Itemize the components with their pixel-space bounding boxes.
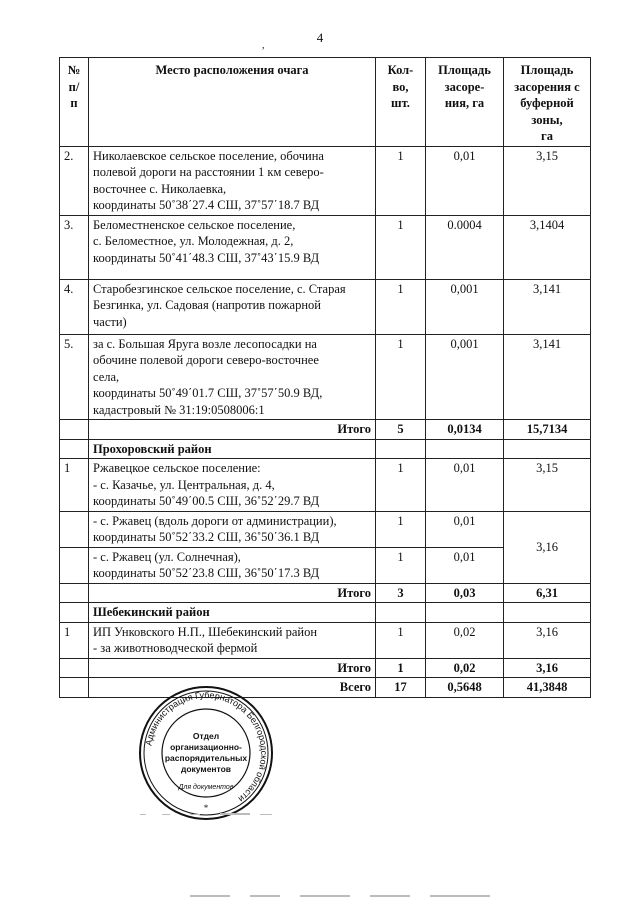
stray-mark: ,	[262, 40, 265, 51]
total-count: 5	[376, 420, 426, 440]
table-row	[60, 459, 591, 512]
grand-total-area: 0,5648	[426, 678, 504, 698]
row-area: 0,001	[426, 334, 504, 420]
row-buffer: 3,141	[504, 334, 591, 420]
row-count: 1	[376, 622, 426, 658]
table-row	[60, 511, 591, 547]
district-row	[60, 439, 591, 459]
row-place: Беломестненское сельское поселение, с. Беломестное, ул. Молодежная, д. 2, координаты 50˚41΄48.3 СШ, 37˚43΄15.9 ВД	[89, 215, 376, 279]
scan-marks	[140, 812, 300, 818]
row-place: - с. Ржавец (ул. Солнечная), координаты 50˚52΄23.8 СШ, 36˚50΄17.3 ВД	[89, 547, 376, 583]
svg-text:Для документов: Для документов	[178, 784, 234, 791]
svg-text:Отдел: Отдел	[192, 731, 220, 741]
total-count: 3	[376, 583, 426, 603]
row-number: 3.	[60, 215, 89, 279]
row-place: Николаевское сельское поселение, обочина полевой дороги на расстоянии 1 км северо- восточнее с. Николаевка, координаты 50˚38΄27.4 СШ, 37˚57΄18.7 ВД	[89, 146, 376, 215]
total-row	[60, 420, 591, 440]
row-area: 0,01	[426, 511, 504, 547]
district-row	[60, 603, 591, 623]
official-stamp	[136, 683, 276, 823]
row-area: 0,001	[426, 279, 504, 334]
svg-text:распорядительных: распорядительных	[164, 753, 248, 763]
row-buffer: 3,141	[504, 279, 591, 334]
district-title: Прохоровский район	[89, 439, 376, 459]
header-num: № п/ п	[60, 58, 89, 147]
row-count: 1	[376, 511, 426, 547]
row-buffer: 3,1404	[504, 215, 591, 279]
header-place: Место расположения очага	[89, 58, 376, 147]
row-buffer-merged: 3,16	[504, 511, 591, 583]
row-number: 1	[60, 459, 89, 512]
page-number: 4	[316, 30, 324, 45]
row-number: 5.	[60, 334, 89, 420]
grand-total-buffer: 41,3848	[504, 678, 591, 698]
row-count: 1	[376, 547, 426, 583]
row-count: 1	[376, 215, 426, 279]
svg-text:организационно-: организационно-	[170, 742, 242, 752]
data-table	[59, 57, 591, 698]
row-place: ИП Унковского Н.П., Шебекинский район - за животноводческой фермой	[89, 622, 376, 658]
svg-text:*: *	[203, 803, 209, 813]
total-row	[60, 583, 591, 603]
total-area: 0,03	[426, 583, 504, 603]
district-title: Шебекинский район	[89, 603, 376, 623]
svg-text:Администрация Губернатора Белг: Администрация Губернатора Белгородской области	[143, 689, 270, 805]
row-buffer: 3,16	[504, 622, 591, 658]
table-row	[60, 146, 591, 215]
row-count: 1	[376, 334, 426, 420]
total-area: 0,02	[426, 658, 504, 678]
row-area: 0,02	[426, 622, 504, 658]
total-label: Итого	[89, 583, 376, 603]
row-number: 4.	[60, 279, 89, 334]
header-count: Кол- во, шт.	[376, 58, 426, 147]
grand-total-label: Всего	[89, 678, 376, 698]
row-place: Старобезгинское сельское поселение, с. Старая Безгинка, ул. Садовая (напротив пожарной части)	[89, 279, 376, 334]
total-label: Итого	[89, 658, 376, 678]
row-place: Ржавецкое сельское поселение: - с. Казачье, ул. Центральная, д. 4, координаты 50˚49΄00.5 СШ, 36˚52΄29.7 ВД	[89, 459, 376, 512]
row-count: 1	[376, 279, 426, 334]
scan-marks-footer	[190, 893, 520, 899]
row-place: за с. Большая Яруга возле лесопосадки на обочине полевой дороги северо-восточнее села, координаты 50˚49΄01.7 СШ, 37˚57΄50.9 ВД, кадастровый № 31:19:0508006:1	[89, 334, 376, 420]
header-buffer: Площадь засорения с буферной зоны, га	[504, 58, 591, 147]
header-area: Площадь засоре- ния, га	[426, 58, 504, 147]
svg-text:документов: документов	[180, 764, 232, 774]
row-place: - с. Ржавец (вдоль дороги от администрации), координаты 50˚52΄33.2 СШ, 36˚50΄36.1 ВД	[89, 511, 376, 547]
total-buffer: 3,16	[504, 658, 591, 678]
row-area: 0,01	[426, 146, 504, 215]
total-label: Итого	[89, 420, 376, 440]
table-row	[60, 334, 591, 420]
table-row	[60, 279, 591, 334]
total-count: 1	[376, 658, 426, 678]
row-area: 0.0004	[426, 215, 504, 279]
row-buffer: 3,15	[504, 459, 591, 512]
total-buffer: 6,31	[504, 583, 591, 603]
total-buffer: 15,7134	[504, 420, 591, 440]
table-header-row	[60, 58, 591, 147]
total-area: 0,0134	[426, 420, 504, 440]
row-count: 1	[376, 146, 426, 215]
table-row	[60, 215, 591, 279]
row-buffer: 3,15	[504, 146, 591, 215]
total-row	[60, 658, 591, 678]
row-area: 0,01	[426, 547, 504, 583]
row-number: 2.	[60, 146, 89, 215]
row-area: 0,01	[426, 459, 504, 512]
grand-total-count: 17	[376, 678, 426, 698]
row-number: 1	[60, 622, 89, 658]
row-count: 1	[376, 459, 426, 512]
table-row	[60, 622, 591, 658]
